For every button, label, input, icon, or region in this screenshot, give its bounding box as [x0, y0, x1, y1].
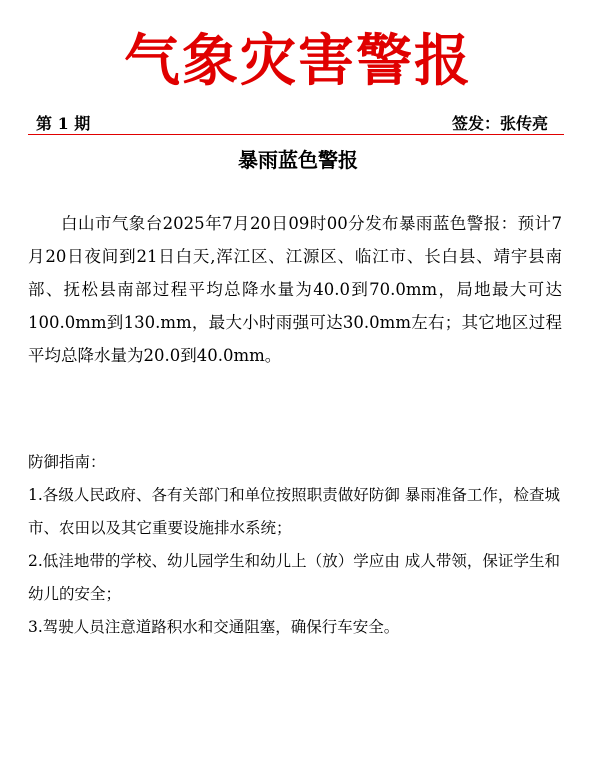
masthead-title: 气象灾害警报: [124, 29, 472, 94]
guidance-item: 1.各级人民政府、各有关部门和单位按照职责做好防御 暴雨准备工作，检查城市、农田以及其它重要设施排水系统；: [28, 486, 560, 537]
signer: 签发：张传亮: [451, 114, 548, 133]
guidance-item: 2.低洼地带的学校、幼儿园学生和幼儿上（放）学应由 成人带领，保证学生和幼儿的安全；: [28, 552, 560, 603]
header-rule: [28, 134, 564, 135]
guidance-heading: 防御指南：: [28, 453, 106, 471]
guidance-list: [28, 479, 560, 644]
document-title: 暴雨蓝色警报: [238, 148, 358, 172]
guidance-item: 3.驾驶人员注意道路积水和交通阻塞，确保行车安全。: [28, 618, 400, 636]
warning-body: 白山市气象台2025年7月20日09时00分发布暴雨蓝色警报：预计7月20日夜间到21日白天,浑江区、江源区、临江市、长白县、靖宇县南部、抚松县南部过程平均总降水量为40.0到70.0mm，局地最大可达100.0mm到130.mm，最大小时雨强可达30.0mm左右；其它地区过程平均总降水量为20.0到40.0mm。: [28, 214, 562, 365]
issue-number: 第 1 期: [36, 114, 91, 133]
issue-row: [36, 112, 548, 136]
